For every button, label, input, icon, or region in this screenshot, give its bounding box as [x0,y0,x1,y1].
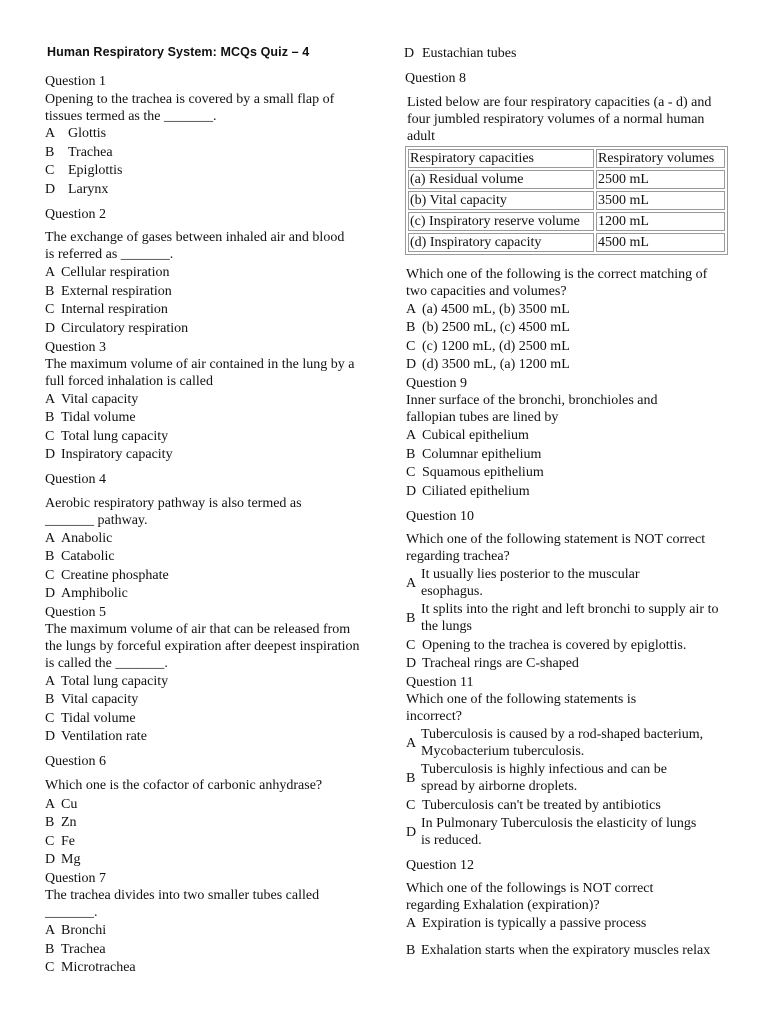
question-6-option-b[interactable]: B Zn [45,815,77,830]
question-8-option-d[interactable]: D (d) 3500 mL, (a) 1200 mL [406,357,570,372]
question-6-text: Which one is the cofactor of carbonic anhydrase? [45,778,323,793]
question-3-option-c[interactable]: C Total lung capacity [45,429,169,444]
question-10-label: Question 10 [406,509,475,524]
table-row [408,170,725,189]
question-11-option-a[interactable]: A Tuberculosis is caused by a rod-shaped bacterium, Mycobacterium tuberculosis. [406,727,704,759]
question-11-text: Which one of the following statements is incorrect? [406,692,637,724]
question-12-text: Which one of the followings is NOT correct regarding Exhalation (expiration)? [406,881,654,913]
question-7-option-c[interactable]: C Microtrachea [45,960,136,975]
question-9-label: Question 9 [406,376,468,391]
question-12-option-a[interactable]: A Expiration is typically a passive process [406,916,647,931]
question-6-label: Question 6 [45,754,107,769]
question-12-label: Question 12 [406,858,475,873]
question-3-option-a[interactable]: A Vital capacity [45,392,139,407]
question-2-text: The exchange of gases between inhaled air and blood is referred as _______. [45,230,345,262]
question-10-option-c[interactable]: C Opening to the trachea is covered by epiglottis. [406,638,687,653]
question-1-option-d[interactable]: D Larynx [45,182,109,197]
question-4-option-d[interactable]: D Amphibolic [45,586,128,601]
table-cell: 1200 mL [596,212,725,231]
question-7-label: Question 7 [45,871,107,886]
question-1-option-c[interactable]: C Epiglottis [45,163,123,178]
question-2-option-d[interactable]: D Circulatory respiration [45,321,189,336]
question-8-label: Question 8 [405,71,467,86]
question-2-option-c[interactable]: C Internal respiration [45,302,168,317]
question-11-option-d[interactable]: D In Pulmonary Tuberculosis the elasticity of lungs is reduced. [406,816,697,848]
table-row [408,191,725,210]
question-1-label: Question 1 [45,74,107,89]
question-2-option-a[interactable]: A Cellular respiration [45,265,170,280]
question-4-label: Question 4 [45,472,107,487]
question-10-text: Which one of the following statement is NOT correct regarding trachea? [406,532,706,564]
question-2-option-b[interactable]: B External respiration [45,284,172,299]
question-5-label: Question 5 [45,605,107,620]
table-cell: (b) Vital capacity [408,191,594,210]
table-row [408,212,725,231]
question-11-option-b[interactable]: B Tuberculosis is highly infectious and can be spread by airborne droplets. [406,762,668,794]
question-8-text: Listed below are four respiratory capacities (a - d) and four jumbled respiratory volumes of a normal human adult [407,95,712,144]
question-8-option-a[interactable]: A (a) 4500 mL, (b) 3500 mL [406,302,570,317]
question-12-option-b[interactable]: B Exhalation starts when the expiratory muscles relax [406,942,711,958]
question-1-option-b[interactable]: B Trachea [45,145,113,160]
table-cell: 4500 mL [596,233,725,252]
question-4-text: Aerobic respiratory pathway is also termed as _______ pathway. [45,496,302,528]
question-7-option-a[interactable]: A Bronchi [45,923,107,938]
table-header-cell: Respiratory capacities [408,149,594,168]
question-4-option-a[interactable]: A Anabolic [45,531,113,546]
question-1-option-a[interactable]: A Glottis [45,126,107,141]
question-10-option-b[interactable]: B It splits into the right and left bronchi to supply air to the lungs [406,602,719,634]
question-5-option-d[interactable]: D Ventilation rate [45,729,147,744]
question-5-option-c[interactable]: C Tidal volume [45,711,136,726]
question-10-option-a[interactable]: A It usually lies posterior to the muscular esophagus. [406,567,640,599]
question-10-option-d[interactable]: D Tracheal rings are C-shaped [406,656,579,671]
question-9-text: Inner surface of the bronchi, bronchioles and fallopian tubes are lined by [406,393,658,425]
question-6-option-d[interactable]: D Mg [45,852,81,867]
question-3-option-b[interactable]: B Tidal volume [45,410,136,425]
question-4-option-b[interactable]: B Catabolic [45,549,115,564]
table-header-cell: Respiratory volumes [596,149,725,168]
question-9-option-c[interactable]: C Squamous epithelium [406,465,544,480]
question-5-option-b[interactable]: B Vital capacity [45,692,139,707]
question-6-option-a[interactable]: A Cu [45,797,78,812]
question-5-option-a[interactable]: A Total lung capacity [45,674,169,689]
question-3-option-d[interactable]: D Inspiratory capacity [45,447,173,462]
question-11-label: Question 11 [406,675,474,690]
question-5-text: The maximum volume of air that can be released from the lungs by forceful expiration after deepest inspiration is called the _______. [45,622,360,671]
question-8-subtext: Which one of the following is the correct matching of two capacities and volumes? [406,267,708,299]
question-8-option-b[interactable]: B (b) 2500 mL, (c) 4500 mL [406,320,570,335]
question-7-option-d[interactable]: D Eustachian tubes [404,46,517,61]
table-header-row [408,149,725,168]
question-9-option-b[interactable]: B Columnar epithelium [406,447,542,462]
question-11-option-c[interactable]: C Tuberculosis can't be treated by antibiotics [406,798,661,813]
question-3-label: Question 3 [45,340,107,355]
table-cell: (c) Inspiratory reserve volume [408,212,594,231]
respiratory-table [405,146,728,255]
page-title: Human Respiratory System: MCQs Quiz – 4 [47,45,310,59]
question-8-option-c[interactable]: C (c) 1200 mL, (d) 2500 mL [406,339,570,354]
table-cell: 2500 mL [596,170,725,189]
question-7-option-b[interactable]: B Trachea [45,942,106,957]
question-1-text: Opening to the trachea is covered by a small flap of tissues termed as the _______. [45,92,335,124]
question-9-option-a[interactable]: A Cubical epithelium [406,428,529,443]
question-6-option-c[interactable]: C Fe [45,834,75,849]
question-7-text: The trachea divides into two smaller tubes called _______. [45,888,320,920]
question-2-label: Question 2 [45,207,107,222]
table-cell: (d) Inspiratory capacity [408,233,594,252]
table-row [408,233,725,252]
table-cell: 3500 mL [596,191,725,210]
question-3-text: The maximum volume of air contained in the lung by a full forced inhalation is called [45,357,355,389]
question-9-option-d[interactable]: D Ciliated epithelium [406,484,530,499]
table-cell: (a) Residual volume [408,170,594,189]
question-4-option-c[interactable]: C Creatine phosphate [45,568,169,583]
